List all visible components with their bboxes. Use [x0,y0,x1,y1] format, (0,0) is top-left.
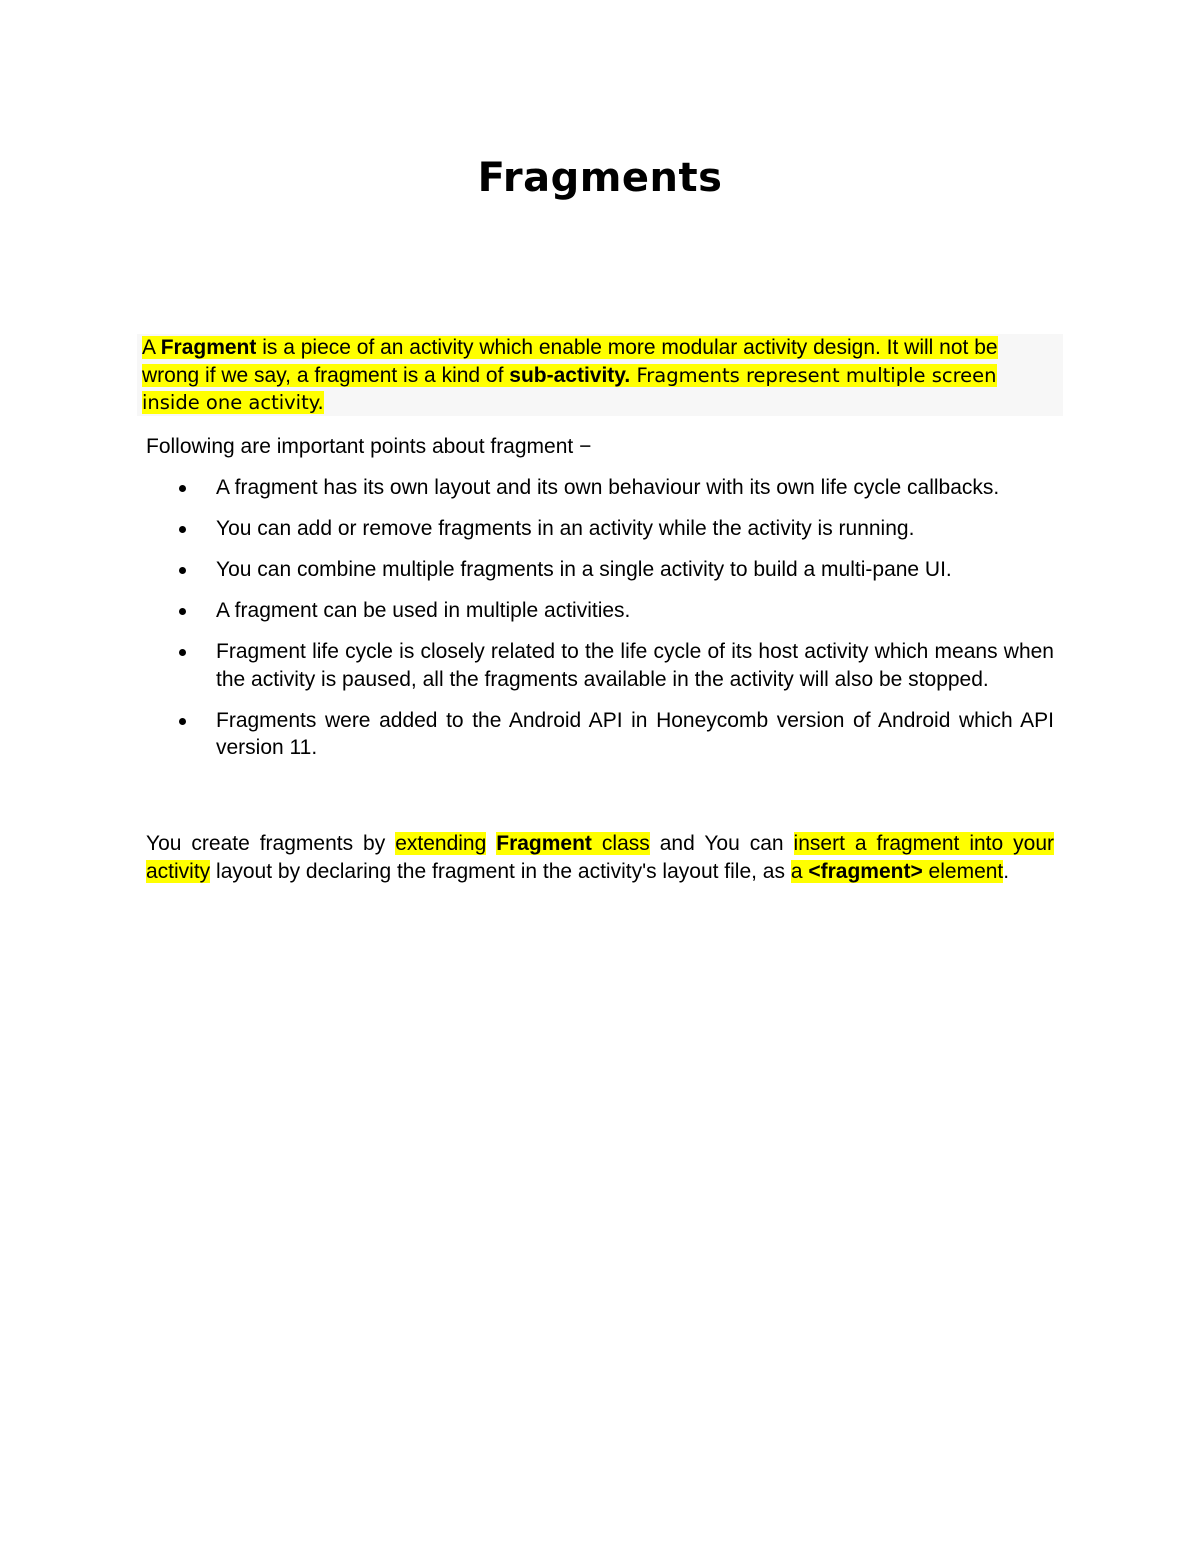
points-list [146,474,1054,775]
list-item [146,707,1054,762]
list-item [146,597,1054,625]
intro-paragraph [142,334,1042,417]
closing-a: a [790,859,809,883]
closing-text-1: You create fragments by [146,832,396,855]
closing-space [486,832,496,855]
bullet-icon [179,526,186,533]
closing-period: . [1003,859,1010,883]
list-item-text: You can add or remove fragments in an activity while the activity is running. [216,517,915,540]
closing-term-fragment: Fragment [496,832,592,855]
list-item [146,474,1054,502]
bullet-icon [179,649,186,656]
list-item-text: You can combine multiple fragments in a single activity to build a multi-pane UI. [216,558,952,581]
bullet-icon [179,485,186,492]
intro-text-2: is a piece of an activity which enable more modular activity design. It will not be wrong if we say, a fragment is a kind of [142,336,998,387]
bullet-icon [179,567,186,574]
intro-text-1: A [142,336,161,359]
bullet-icon [179,608,186,615]
intro-term-fragment: Fragment [160,336,257,359]
intro-term-sub-activity: sub-activity. [509,363,631,387]
closing-element: element [922,859,1004,883]
list-item [146,515,1054,543]
list-item [146,638,1054,693]
intro-text-3: Fragments represent multiple screen inside one activity. [142,363,997,414]
points-lead: Following are important points about fragment − [146,435,592,458]
closing-text-3: layout by declaring the fragment in the activity's layout file, as [210,859,791,883]
page-title: Fragments [477,155,723,201]
list-item [146,556,1054,584]
closing-extending: extending [395,832,487,855]
list-item-text: Fragment life cycle is closely related to the life cycle of its host activity which means when the activity is paused, all the fragments available in the activity will also be stopped. [216,640,1054,691]
list-item-text: A fragment has its own layout and its own behaviour with its own life cycle callbacks. [216,476,1000,499]
closing-fragment-tag: <fragment> [808,859,923,883]
closing-class: class [591,832,650,855]
list-item-text: A fragment can be used in multiple activities. [216,599,631,622]
closing-insert-fragment: insert a fragment into your activity [146,832,1054,883]
closing-paragraph [146,830,1054,885]
list-item-text: Fragments were added to the Android API in Honeycomb version of Android which API version 11. [216,708,1054,759]
closing-text-2: and You can [649,832,794,855]
bullet-icon [179,718,186,725]
